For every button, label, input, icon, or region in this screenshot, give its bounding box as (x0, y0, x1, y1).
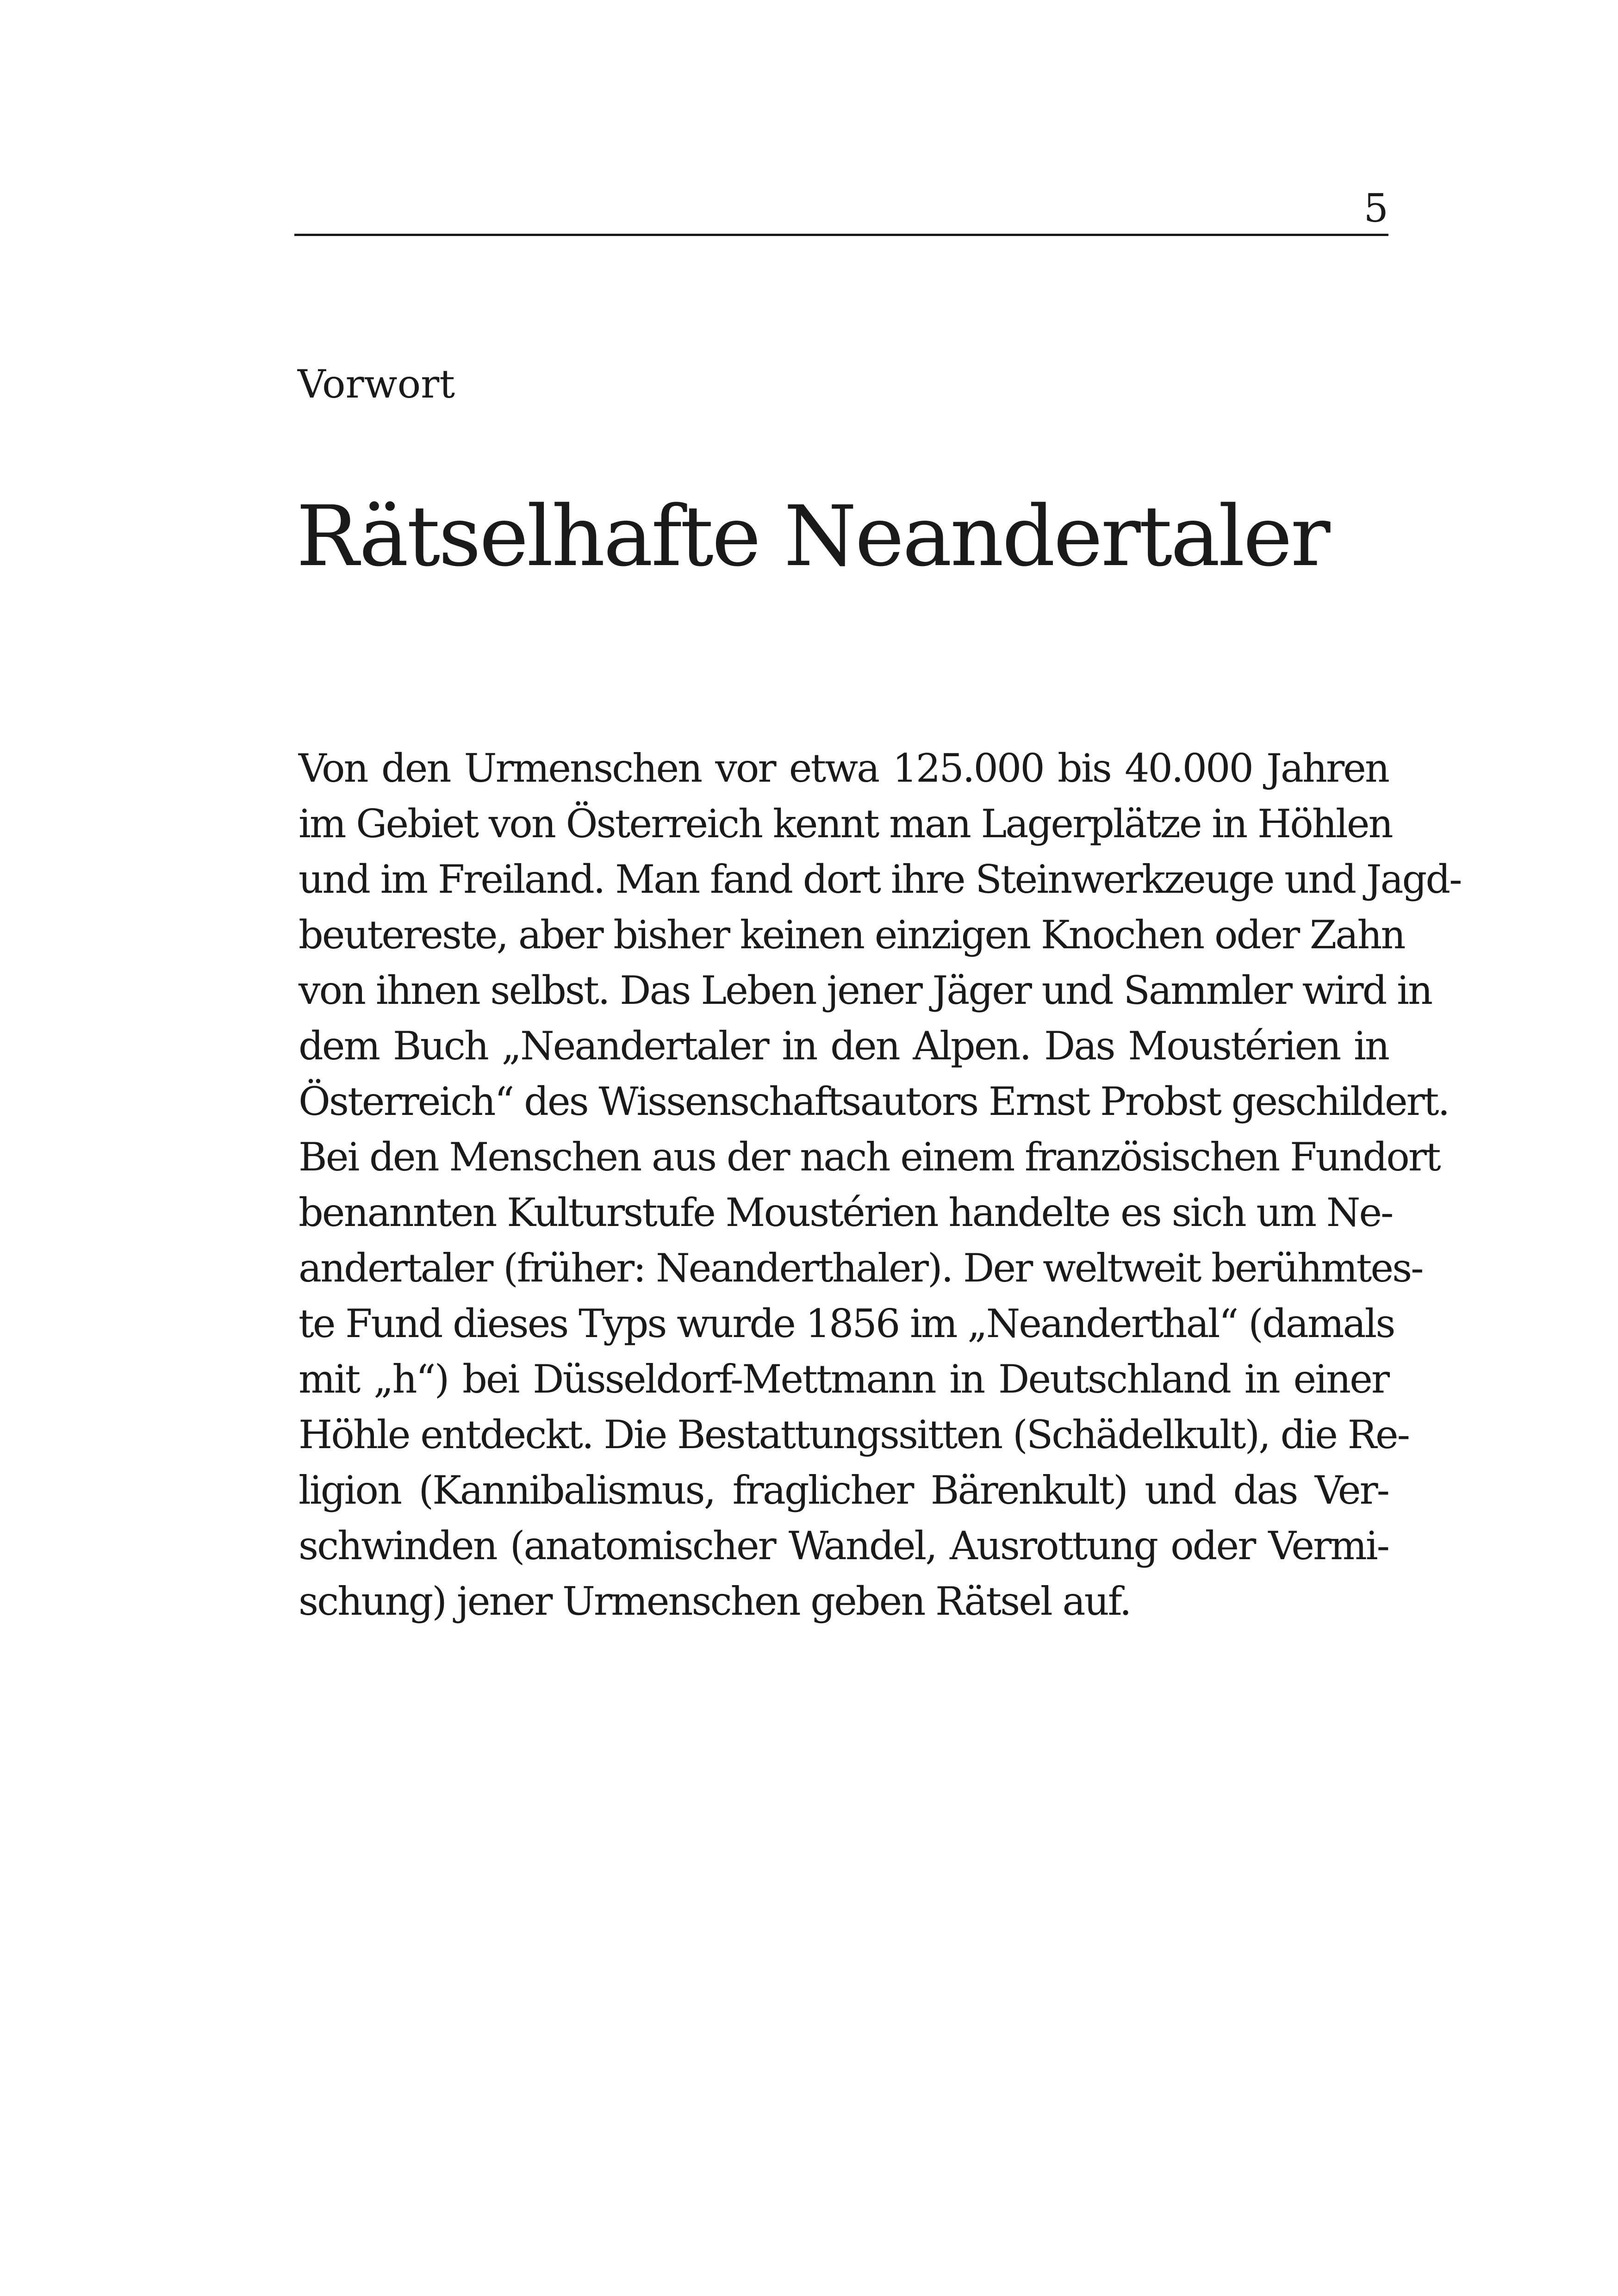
body-line: andertaler (früher: Neanderthaler). Der weltweit berühmtes- (299, 1245, 1423, 1291)
body-line: im Gebiet von Österreich kennt man Lagerplätze in Höhlen (299, 801, 1392, 846)
body-line: te Fund dieses Typs wurde 1856 im „Neanderthal“ (damals (299, 1301, 1394, 1346)
body-line: Höhle entdeckt. Die Bestattungssitten (Schädelkult), die Re- (299, 1412, 1409, 1457)
body-line: Von den Urmenschen vor etwa 125.000 bis 40.000 Jahren (299, 746, 1388, 791)
chapter-title: Rätselhafte Neandertaler (296, 488, 1329, 585)
page-number: 5 (1363, 186, 1388, 231)
body-line: dem Buch „Neandertaler in den Alpen. Das Moustérien in (299, 1023, 1388, 1069)
body-line: mit „h“) bei Düsseldorf-Mettmann in Deutschland in einer (299, 1356, 1388, 1402)
body-line: ligion (Kannibalismus, fraglicher Bärenkult) und das Ver- (299, 1468, 1388, 1513)
body-line: benannten Kulturstufe Moustérien handelte es sich um Ne- (299, 1190, 1393, 1235)
body-line: beutereste, aber bisher keinen einzigen Knochen oder Zahn (299, 912, 1405, 958)
body-paragraph (299, 740, 1461, 1629)
body-line: und im Freiland. Man fand dort ihre Steinwerkzeuge und Jagd- (299, 857, 1461, 902)
body-line: Bei den Menschen aus der nach einem französischen Fundort (299, 1134, 1440, 1180)
body-line: schwinden (anatomischer Wandel, Ausrottung oder Vermi- (299, 1523, 1388, 1568)
body-line: von ihnen selbst. Das Leben jener Jäger und Sammler wird in (299, 968, 1432, 1013)
body-line: schung) jener Urmenschen geben Rätsel auf. (299, 1579, 1131, 1624)
header-rule (294, 234, 1388, 236)
body-line: Österreich“ des Wissenschaftsautors Ernst Probst geschildert. (299, 1079, 1449, 1124)
section-label: Vorwort (298, 361, 455, 407)
